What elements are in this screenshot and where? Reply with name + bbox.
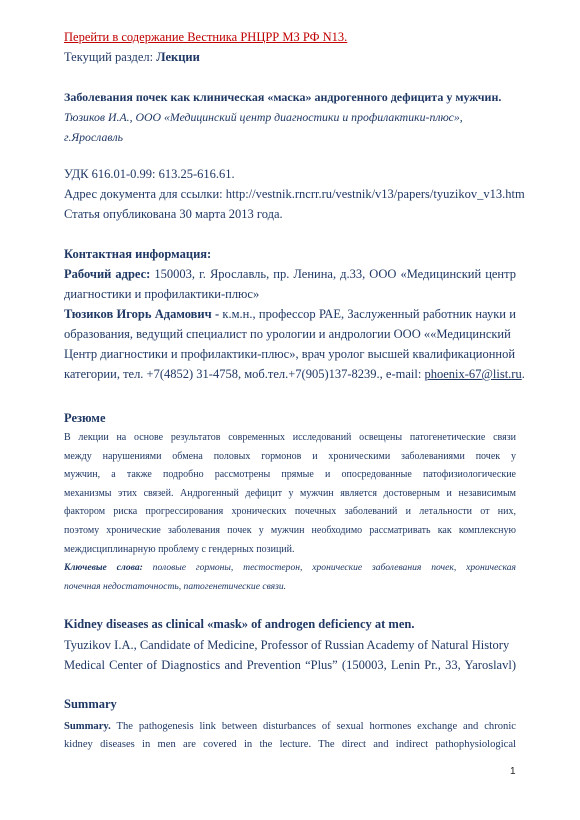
abstract-line: механизмы этих связей. Андрогенный дефицит у мужчин является достоверным и независимым — [64, 487, 516, 499]
udk-code: УДК 616.01-0.99: 613.25-616.61. — [64, 167, 235, 181]
summary-text: The pathogenesis link between disturbances of sexual hormones exchange and chronic — [110, 720, 516, 732]
header-block — [64, 27, 516, 67]
english-title: Kidney diseases as clinical «mask» of androgen deficiency at men. — [64, 617, 415, 631]
summary-label: Summary. — [64, 720, 111, 732]
abstract-line: В лекции на основе результатов современных исследований освещены патогенетические связи — [64, 432, 516, 443]
phone-text: категории, тел. +7(4852) 31-4758, моб.тел.+7(905)137-8239., e-mail: — [64, 367, 425, 381]
person-line-4 — [64, 364, 525, 384]
email-tail: . — [521, 367, 525, 381]
work-address-label: Рабочий адрес: — [64, 267, 151, 281]
english-center: Medical Center of Diagnostics and Prevention “Plus” (150003, Lenin Pr., 33, Yaroslavl) — [64, 658, 516, 672]
authors-line-1: Тюзиков И.А., ООО «Медицинский центр диагностики и профилактики-плюс», — [64, 110, 463, 124]
section-name: Лекции — [156, 50, 200, 64]
summary-heading: Summary — [64, 697, 117, 711]
summary-line-2: kidney diseases in men are covered in the lecture. The direct and indirect pathophysiological — [64, 739, 516, 751]
person-line-3: Центр диагностики и профилактики-плюс», врач уролог высшей квалификационной — [64, 347, 516, 361]
work-address-text: 150003, г. Ярославль, пр. Ленина, д.33, ООО «Медицинский центр — [150, 267, 516, 281]
contact-heading: Контактная информация: — [64, 247, 212, 261]
person-title: к.м.н., профессор РАЕ, Заслуженный работник науки и — [219, 307, 516, 321]
keywords-label: Ключевые слова: — [64, 562, 143, 574]
page-number: 1 — [510, 766, 516, 777]
article-title: Заболевания почек как клиническая «маска» андрогенного дефицита у мужчин. — [64, 90, 502, 104]
summary-line-1 — [64, 718, 516, 737]
abstract-section — [64, 408, 516, 596]
keywords-line-1 — [64, 559, 516, 578]
email-link[interactable]: phoenix-67@list.ru — [424, 367, 522, 381]
abstract-heading: Резюме — [64, 411, 106, 425]
abstract-line: фактором риска прогрессирования хронических почечных заболеваний и летальности от них, — [64, 506, 516, 518]
abstract-last-line: междисциплинарную проблему с гендерных позиций. — [64, 543, 295, 555]
person-name: Тюзиков Игорь Адамович - — [64, 307, 220, 321]
work-address-line-2: диагностики и профилактики-плюс» — [64, 287, 260, 301]
person-line-1 — [64, 304, 516, 324]
publication-date: Статья опубликована 30 марта 2013 года. — [64, 207, 283, 221]
contact-section — [64, 244, 525, 384]
keywords-text: половые гормоны, тестостерон, хронические заболевания почек, хроническая — [142, 562, 516, 574]
work-address-line-1 — [64, 264, 516, 284]
person-line-2: образования, ведущий специалист по урологии и андрологии ООО ««Медицинский — [64, 327, 511, 341]
english-author: Tyuzikov I.A., Candidate of Medicine, Professor of Russian Academy of Natural History — [64, 637, 510, 652]
abstract-line: мужчин, а также подробно рассмотрены прямые и опосредованные патофизиологические — [64, 469, 516, 481]
document-address: Адрес документа для ссылки: http://vestnik.rncrr.ru/vestnik/v13/papers/tyuzikov_v13.htm — [64, 187, 525, 201]
article-meta — [64, 164, 525, 224]
authors-line-2: г.Ярославль — [64, 130, 124, 144]
article-header — [64, 87, 516, 147]
abstract-line: между нарушениями обмена половых гормонов и хроническими заболеваниями почек у — [64, 450, 516, 462]
keywords-line-2: почечная недостаточность, патогенетические связи. — [64, 580, 287, 592]
current-section — [64, 47, 516, 67]
summary-section — [64, 694, 516, 755]
contents-link[interactable]: Перейти в содержание Вестника РНЦРР МЗ РФ N13. — [64, 30, 348, 44]
english-header — [64, 614, 516, 676]
abstract-line: поэтому хронические заболевания почек у мужчин необходимо рассматривать как комплексную — [64, 524, 516, 536]
section-label: Текущий раздел: — [64, 50, 157, 64]
